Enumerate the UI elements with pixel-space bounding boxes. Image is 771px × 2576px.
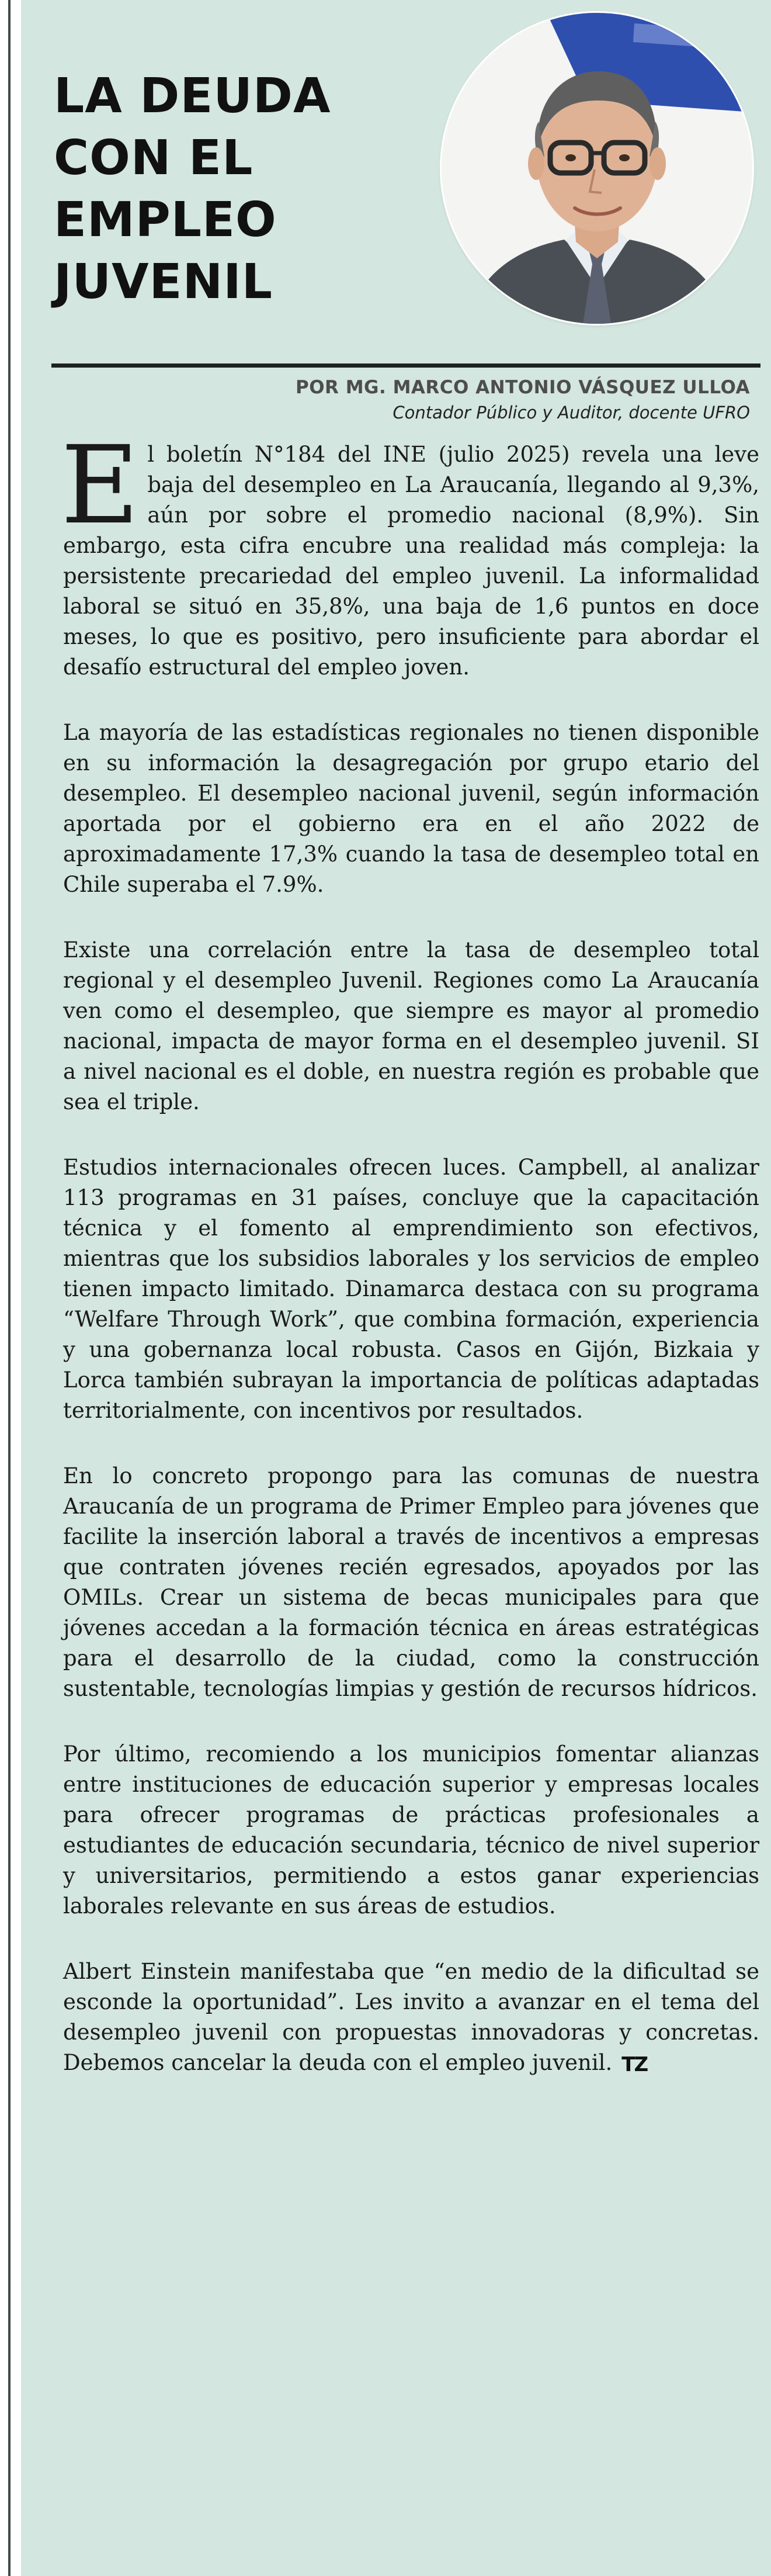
- publication-logo-icon: TZ: [621, 2052, 648, 2076]
- paragraph-5: En lo concreto propongo para las comunas de nuestra Araucanía de un programa de Primer Empleo para jóvenes que facilite la inserción laboral a través de incentivos a empresas que contraten jóvenes recién egresados, apoyados por las OMILs. Crear un sistema de becas municipales para que jóvenes accedan a la formación técnica en áreas estratégicas para el desarrollo de la ciudad, como la construcción sustentable, tecnologías limpias y gestión de recursos hídricos.: [63, 1463, 759, 1701]
- author-name: POR MG. MARCO ANTONIO VÁSQUEZ ULLOA: [295, 377, 750, 398]
- paragraph-2: La mayoría de las estadísticas regionales no tienen disponible en su información la desagregación por grupo etario del desempleo. El desempleo nacional juvenil, según información aportada por el gobierno era en el año 2022 de aproximadamente 17,3% cuando la tasa de desempleo total en Chile superaba el 7.9%.: [63, 720, 759, 897]
- drop-cap: E: [61, 423, 140, 548]
- paragraph-6: Por último, recomiendo a los municipios fomentar alianzas entre instituciones de educación superior y empresas locales para ofrecer programas de prácticas profesionales a estudiantes de educación secundaria, técnico de nivel superior y universitarios, permitiendo a estos ganar experiencias laborales relevante en sus áreas de estudios.: [63, 1741, 759, 1919]
- paragraph-3: Existe una correlación entre la tasa de desempleo total regional y el desempleo Juvenil. Regiones como La Araucanía ven como el desempleo, que siempre es mayor al promedio nacional, impacta de mayor forma en el desempleo juvenil. SI a nivel nacional es el doble, en nuestra región es probable que sea el triple.: [63, 937, 759, 1114]
- author-role: Contador Público y Auditor, docente UFRO: [393, 403, 750, 423]
- paragraph-1-text: l boletín N°184 del INE (julio 2025) revela una leve baja del desempleo en La Araucanía, llegando al 9,3%, aún por sobre el promedio nacional (8,9%). Sin embargo, esta cifra encubre una realidad más compleja: la persistente precariedad del empleo juvenil. La informalidad laboral se situó en 35,8%, una baja de 1,6 puntos en doce meses, lo que es positivo, pero insuficiente para abordar el desafío estructural del empleo joven.: [63, 442, 759, 680]
- article-headline: LA DEUDA CON EL EMPLEO JUVENIL: [54, 68, 331, 310]
- page-edge-rule: [8, 0, 11, 2576]
- paragraph-4: Estudios internacionales ofrecen luces. Campbell, al analizar 113 programas en 31 países, concluye que la capacitación técnica y el fomento al emprendimiento son efectivos, mientras que los subsidios laborales y los servicios de empleo tienen impacto limitado. Dinamarca destaca con su programa “Welfare Through Work”, que combina formación, experiencia y una gobernanza local robusta. Casos en Gijón, Bizkaia y Lorca también subrayan la importancia de políticas adaptadas territorialmente, con incentivos por resultados.: [63, 1155, 759, 1423]
- article-body: [61, 423, 759, 2113]
- headline-divider: [51, 363, 760, 368]
- paragraph-1: [61, 423, 759, 683]
- paragraph-7-text: Albert Einstein manifestaba que “en medio de la dificultad se esconde la oportunidad”. Les invito a avanzar en el tema del desempleo juvenil con propuestas innovadoras y concretas. Debemos cancelar la deuda con el empleo juvenil.: [63, 1959, 759, 2075]
- byline: [296, 374, 750, 424]
- paragraph-7: [63, 1957, 759, 2078]
- author-portrait-photo: [442, 13, 752, 324]
